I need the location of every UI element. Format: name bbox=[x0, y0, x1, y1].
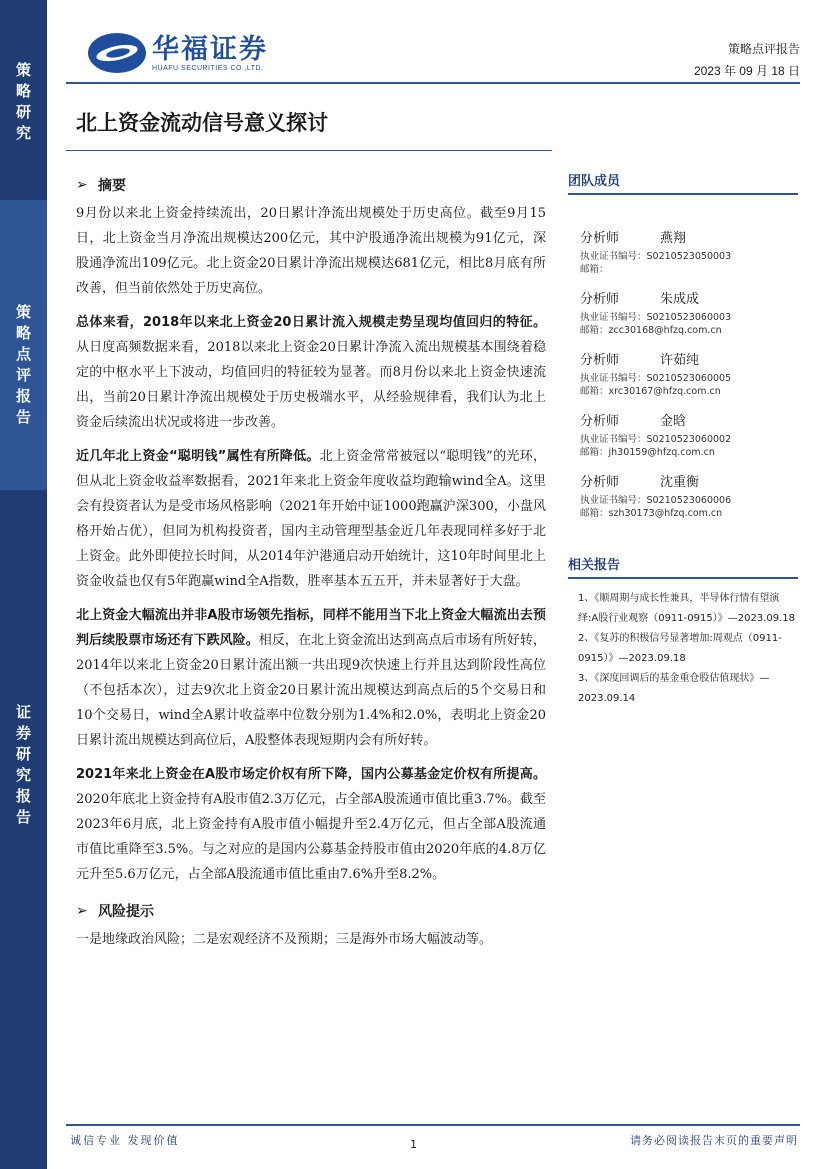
paragraph-5-lead: 2021年来北上资金在A股市场定价权有所下降，国内公募基金定价权有所提高。 bbox=[76, 767, 546, 782]
analyst-name: 燕翔 bbox=[660, 231, 687, 246]
paragraph-3-lead: 近几年北上资金“聪明钱”属性有所降低。 bbox=[76, 449, 320, 464]
team-heading: 团队成员 bbox=[568, 170, 798, 195]
analyst-card bbox=[580, 471, 798, 520]
analyst-role: 分析师 bbox=[580, 353, 620, 368]
analyst-role: 分析师 bbox=[580, 231, 620, 246]
analyst-name: 许茹纯 bbox=[660, 353, 700, 368]
cert-label: 执业证书编号： bbox=[580, 495, 647, 506]
analyst-card bbox=[580, 410, 798, 459]
summary-paragraph-1: 9月份以来北上资金持续流出，20日累计净流出规模处于历史高位。截至9月15日，北上资金当月净流出规模达200亿元，其中沪股通净流出规模为91亿元，深股通净流出109亿元。北上资金20日累计净流出规模达681亿元，相比8月底有所改善，但当前依然处于历史高位。 bbox=[76, 206, 546, 296]
page-number: 1 bbox=[410, 1138, 417, 1151]
footer-disclaimer: 请务必阅读报告末页的重要声明 bbox=[630, 1134, 798, 1147]
footer-slogan: 诚信专业 发现价值 bbox=[70, 1134, 180, 1147]
paragraph-2-body: 从日度高频数据来看，2018以来北上资金20日累计净流入流出规模基本围绕着稳定的中枢水平上下波动，均值回归的特征较为显著。而8月份以来北上资金快速流出，当前20日累计净流出规模处于历史极端水平，从经验规律看，我们认为北上资金后续流出状况或将进一步改善。 bbox=[76, 340, 546, 430]
paragraph-3-body: 北上资金常常被冠以“聪明钱”的光环，但从北上资金收益率数据看，2021年来北上资金年度收益均跑输wind全A。这里会有投资者认为是受市场风格影响（2021年开始中证1000跑赢沪深300，小盘风格开始占优），但同为机构投资者，国内主动管理型基金近几年表现同样多好于北上资金。此外即使拉长时间，从2014年沪港通启动开始统计，这10年时间里北上资金收益也仅有5年跑赢wind全A指数，胜率基本五五开，并未显著好于大盘。 bbox=[76, 449, 546, 589]
risk-heading bbox=[76, 901, 546, 921]
paragraph-4-body: 相反，在北上资金流出达到高点后市场有所好转，2014年以来北上资金20日累计流出额一共出现9次快速上行并且达到阶段性高位（不包括本次），过去9次北上资金20日累计流出规模达到高点后的5个交易日和10个交易日，wind全A累计收益率中位数分别为1.4%和2.0%，表明北上资金20日累计流出规模达到高位后，A股整体表现短期内会有所好转。 bbox=[76, 633, 546, 748]
company-logo bbox=[88, 33, 268, 73]
analyst-card bbox=[580, 288, 798, 337]
analyst-card bbox=[580, 227, 798, 276]
email-label: 邮箱： bbox=[580, 447, 609, 458]
sidebar-block-report-type bbox=[0, 200, 47, 490]
cert-label: 执业证书编号： bbox=[580, 251, 647, 262]
cert-number: S0210523050003 bbox=[646, 251, 732, 262]
sidebar-block-strategy-research bbox=[0, 0, 47, 200]
cert-number: S0210523060002 bbox=[646, 434, 732, 445]
summary-paragraph-3 bbox=[76, 444, 546, 594]
arrow-bullet-icon: ➢ bbox=[76, 903, 88, 919]
paragraph-4-lead: 北上资金大幅流出并非A股市场领先指标，同样不能用当下北上资金大幅流出去预判后续股票市场还有下跌风险。 bbox=[76, 608, 546, 648]
email-link[interactable]: zcc30168@hfzq.com.cn bbox=[608, 325, 722, 336]
analyst-role: 分析师 bbox=[580, 475, 620, 490]
report-date: 2023 年 09 月 18 日 bbox=[693, 64, 800, 78]
cert-number: S0210523060005 bbox=[646, 373, 732, 384]
analyst-name: 朱成成 bbox=[660, 292, 700, 307]
risk-text: 一是地缘政治风险；二是宏观经济不及预期；三是海外市场大幅波动等。 bbox=[76, 932, 493, 947]
sidebar-block-securities-research bbox=[0, 490, 47, 1169]
left-sidebar bbox=[0, 0, 47, 1169]
related-report-link[interactable]: 1、《顺周期与成长性兼具，半导体行情有望演绎:A股行业观察（0911-0915）》—2023.09.18 bbox=[578, 593, 795, 624]
email-link[interactable]: xrc30167@hfzq.com.cn bbox=[608, 386, 721, 397]
cert-label: 执业证书编号： bbox=[580, 373, 647, 384]
email-label: 邮箱： bbox=[580, 264, 609, 275]
cert-label: 执业证书编号： bbox=[580, 312, 647, 323]
arrow-bullet-icon: ➢ bbox=[76, 177, 88, 193]
title-divider bbox=[66, 150, 552, 151]
header-divider bbox=[66, 82, 800, 84]
related-report-link[interactable]: 3、《深度回调后的基金重仓股估值现状》—2023.09.14 bbox=[578, 673, 770, 704]
logo-icon bbox=[88, 33, 146, 73]
analyst-name: 金晗 bbox=[660, 414, 687, 429]
related-heading: 相关报告 bbox=[568, 554, 798, 579]
summary-paragraph-4 bbox=[76, 603, 546, 753]
paragraph-5-body: 2020年底北上资金持有A股市值2.3万亿元，占全部A股流通市值比重3.7%。截至2023年6月底，北上资金持有A股市值小幅提升至2.4万亿元，但占全部A股流通市值比重降至3.5%。与之对应的是国内公募基金持股市值由2020年底的4.8万亿元升至5.6万亿元，占全部A股流通市值比重由7.6%升至8.2%。 bbox=[76, 792, 546, 882]
risk-heading-text: 风险提示 bbox=[98, 904, 154, 920]
summary-paragraph-5 bbox=[76, 762, 546, 887]
email-label: 邮箱： bbox=[580, 325, 609, 336]
summary-heading bbox=[76, 175, 546, 195]
email-label: 邮箱： bbox=[580, 386, 609, 397]
cert-number: S0210523060003 bbox=[646, 312, 732, 323]
right-column bbox=[568, 170, 798, 709]
analyst-card bbox=[580, 349, 798, 398]
analyst-name: 沈重衡 bbox=[660, 475, 700, 490]
cert-label: 执业证书编号： bbox=[580, 434, 647, 445]
report-type: 策略点评报告 bbox=[727, 42, 800, 56]
email-link[interactable]: jh30159@hfzq.com.cn bbox=[608, 447, 715, 458]
sidebar-label-1: 策略研究 bbox=[14, 62, 32, 146]
email-link[interactable]: szh30173@hfzq.com.cn bbox=[608, 508, 723, 519]
main-content bbox=[76, 175, 546, 961]
analyst-role: 分析师 bbox=[580, 414, 620, 429]
email-label: 邮箱： bbox=[580, 508, 609, 519]
analyst-role: 分析师 bbox=[580, 292, 620, 307]
cert-number: S0210523060006 bbox=[646, 495, 732, 506]
sidebar-label-2: 策略点评报告 bbox=[14, 304, 32, 430]
logo-name-en: HUAFU SECURITIES CO.,LTD. bbox=[152, 64, 264, 72]
logo-name-cn: 华福证券 bbox=[152, 33, 268, 65]
paragraph-2-lead: 总体来看，2018年以来北上资金20日累计流入规模走势呈现均值回归的特征。 bbox=[76, 315, 546, 330]
related-report-link[interactable]: 2、《复苏的积极信号显著增加:周观点（0911-0915）》—2023.09.18 bbox=[578, 633, 782, 664]
related-reports bbox=[568, 554, 798, 709]
summary-paragraph-2 bbox=[76, 310, 546, 435]
sidebar-label-3: 证券研究报告 bbox=[14, 704, 32, 830]
footer-divider bbox=[66, 1124, 800, 1126]
summary-heading-text: 摘要 bbox=[98, 178, 126, 194]
report-title: 北上资金流动信号意义探讨 bbox=[76, 110, 328, 135]
